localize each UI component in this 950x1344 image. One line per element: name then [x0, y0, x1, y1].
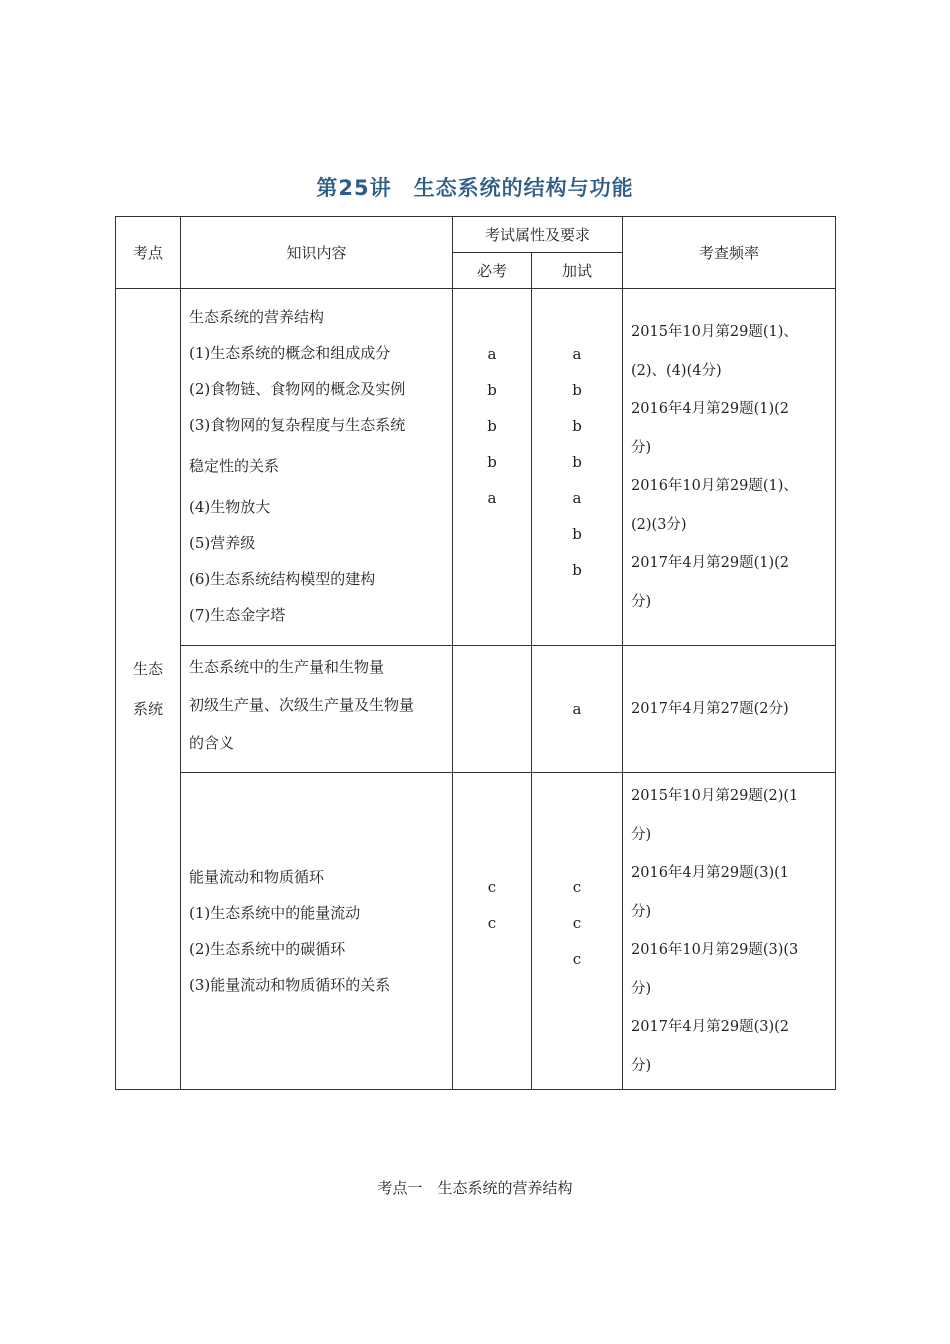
header-required: 必考 [453, 253, 532, 289]
header-extra: 加试 [532, 253, 623, 289]
header-point: 考点 [116, 217, 181, 289]
content-line: (3)能量流动和物质循环的关系 [189, 976, 391, 994]
frequency-line: 2016年4月第29题(1)(2 [631, 401, 790, 417]
content-line: (6)生态系统结构模型的建构 [189, 570, 376, 588]
content-line: (3)食物网的复杂程度与生态系统 [189, 416, 406, 434]
level-letter: c [572, 914, 582, 932]
category-line: 系统 [132, 700, 163, 718]
frequency-cell [623, 773, 836, 1090]
extra-cell: a [532, 646, 623, 773]
frequency-line: (2)(3分) [631, 516, 687, 533]
content-line: (5)营养级 [189, 534, 256, 552]
frequency-line: 分) [631, 439, 652, 456]
level-letter: c [572, 878, 582, 896]
content-line: (7)生态金字塔 [189, 606, 286, 624]
level-letter: a [487, 489, 497, 507]
level-letter: c [487, 878, 497, 896]
content-cell [181, 773, 453, 1090]
header-row [116, 217, 836, 253]
section-title: 考点一 生态系统的营养结构 [377, 1179, 573, 1197]
table-row [116, 773, 836, 1090]
level-letter: a [572, 489, 582, 507]
header-content: 知识内容 [181, 217, 453, 289]
extra-cell [532, 773, 623, 1090]
level-letter: b [572, 561, 582, 579]
frequency-line: 分) [631, 826, 652, 843]
level-letter: c [487, 914, 497, 932]
frequency-line: 分) [631, 903, 652, 920]
level-letter: b [572, 453, 582, 471]
frequency-cell: 2017年4月第27题(2分) [623, 646, 836, 773]
level-letter: b [487, 381, 497, 399]
required-cell [453, 289, 532, 646]
content-line: (2)生态系统中的碳循环 [189, 940, 346, 958]
requirements-table [115, 216, 836, 1090]
frequency-line: 分) [631, 980, 652, 997]
content-cell [181, 289, 453, 646]
content-line: (1)生态系统的概念和组成成分 [189, 344, 391, 362]
level-letter: b [487, 453, 497, 471]
level-letter: a [572, 345, 582, 363]
content-line: 稳定性的关系 [189, 457, 280, 475]
level-letter: b [487, 417, 497, 435]
level-letter: b [572, 417, 582, 435]
frequency-line: 分) [631, 593, 652, 610]
frequency-line: 分) [631, 1057, 652, 1074]
frequency-line: (2)、(4)(4分) [631, 362, 722, 379]
level-letter: b [572, 381, 582, 399]
content-line: 能量流动和物质循环 [189, 868, 325, 886]
content-line: 初级生产量、次级生产量及生物量 [189, 696, 415, 714]
content-line: 的含义 [189, 734, 235, 752]
frequency-line: 2016年10月第29题(3)(3 [631, 942, 799, 958]
page-title: 第25讲 生态系统的结构与功能 [316, 176, 634, 200]
header-frequency: 考查频率 [623, 217, 836, 289]
level-letter: c [572, 950, 582, 968]
header-requirements: 考试属性及要求 [453, 217, 623, 253]
frequency-line: 2016年10月第29题(1)、 [631, 478, 798, 494]
extra-cell [532, 289, 623, 646]
frequency-cell [623, 289, 836, 646]
frequency-line: 2016年4月第29题(3)(1 [631, 865, 790, 881]
category-cell [116, 289, 181, 1090]
table-row [116, 289, 836, 646]
content-line: 生态系统的营养结构 [189, 308, 325, 326]
frequency-line: 2015年10月第29题(1)、 [631, 324, 798, 340]
required-cell [453, 773, 532, 1090]
frequency-line: 2017年4月第29题(3)(2 [631, 1019, 790, 1035]
required-cell [453, 646, 532, 773]
content-line: (4)生物放大 [189, 498, 271, 516]
content-line: 生态系统中的生产量和生物量 [189, 658, 385, 676]
frequency-line: 2015年10月第29题(2)(1 [631, 788, 799, 804]
category-line: 生态 [132, 660, 163, 678]
level-letter: a [487, 345, 497, 363]
content-line: (2)食物链、食物网的概念及实例 [189, 380, 406, 398]
content-cell [181, 646, 453, 773]
content-line: (1)生态系统中的能量流动 [189, 904, 361, 922]
table-row [116, 646, 836, 773]
level-letter: b [572, 525, 582, 543]
frequency-line: 2017年4月第29题(1)(2 [631, 555, 790, 571]
